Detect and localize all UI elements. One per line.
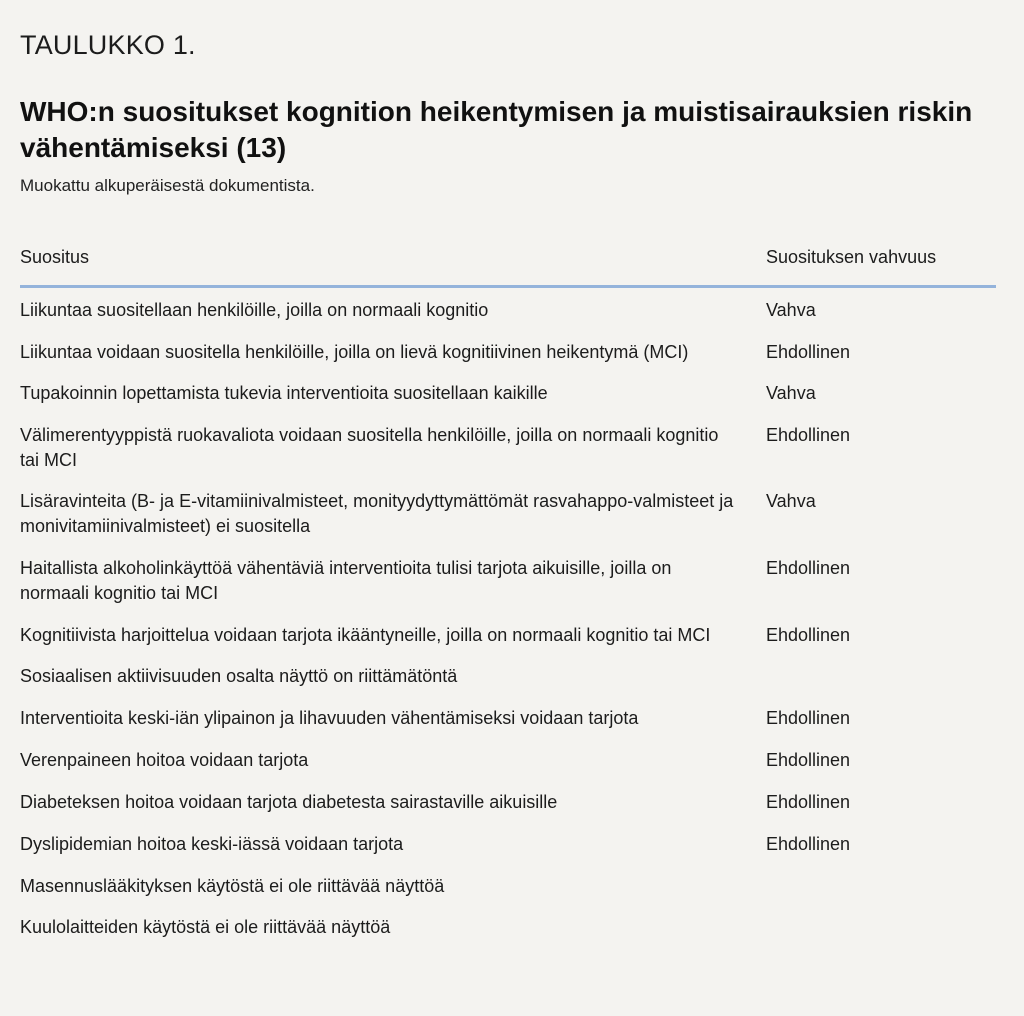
- row-strength: Ehdollinen: [766, 834, 851, 854]
- row-strength: Ehdollinen: [766, 625, 851, 645]
- row-recommendation: Tupakoinnin lopettamista tukevia interventioita suositellaan kaikille: [20, 383, 548, 403]
- table-row: [20, 423, 996, 473]
- row-recommendation: Kuulolaitteiden käytöstä ei ole riittävää näyttöä: [20, 917, 391, 937]
- row-recommendation: Liikuntaa suositellaan henkilöille, joilla on normaali kognitio: [20, 300, 489, 320]
- row-recommendation: Interventioita keski-iän ylipainon ja lihavuuden vähentämiseksi voidaan tarjota: [20, 708, 639, 728]
- table-title-text: WHO:n suositukset kognition heikentymisen ja muistisairauksien riskin vähentämiseksi (13): [20, 96, 973, 163]
- table-row: [20, 915, 996, 940]
- table-row: [20, 706, 996, 731]
- row-strength: Ehdollinen: [766, 708, 851, 728]
- row-strength: Ehdollinen: [766, 425, 851, 445]
- table-row: [20, 790, 996, 815]
- table-body: [20, 298, 996, 940]
- row-strength: Ehdollinen: [766, 342, 851, 362]
- table-row: [20, 748, 996, 773]
- table-row: [20, 832, 996, 857]
- row-strength: Ehdollinen: [766, 792, 851, 812]
- table-row: [20, 623, 996, 648]
- row-recommendation: Diabeteksen hoitoa voidaan tarjota diabetesta sairastaville aikuisille: [20, 792, 558, 812]
- row-strength: Vahva: [766, 300, 816, 320]
- row-strength: Ehdollinen: [766, 558, 851, 578]
- table-header-row: [20, 247, 996, 288]
- table-row: [20, 298, 996, 323]
- header-recommendation: Suositus: [20, 247, 90, 267]
- table-label: TAULUKKO 1.: [20, 30, 196, 60]
- row-strength: Vahva: [766, 491, 816, 511]
- table-row: [20, 874, 996, 899]
- row-recommendation: Liikuntaa voidaan suositella henkilöille, joilla on lievä kognitiivinen heikentymä (MCI): [20, 342, 689, 362]
- table-title: [20, 94, 980, 166]
- row-recommendation: Lisäravinteita (B- ja E-vitamiinivalmisteet, monityydyttymättömät rasvahappo-valmisteet ja monivitamiinivalmisteet) ei suositella: [20, 491, 734, 536]
- table-row: [20, 381, 996, 406]
- row-recommendation: Haitallista alkoholinkäyttöä vähentäviä interventioita tulisi tarjota aikuisille, joilla on normaali kognitio tai MCI: [20, 558, 672, 603]
- table-row: [20, 664, 996, 689]
- row-recommendation: Kognitiivista harjoittelua voidaan tarjota ikääntyneille, joilla on normaali kognitio tai MCI: [20, 625, 711, 645]
- header-strength: Suosituksen vahvuus: [766, 247, 937, 267]
- table-row: [20, 556, 996, 606]
- table-row: [20, 489, 996, 539]
- row-strength: Ehdollinen: [766, 750, 851, 770]
- row-recommendation: Sosiaalisen aktiivisuuden osalta näyttö on riittämätöntä: [20, 666, 458, 686]
- table-subtitle: Muokattu alkuperäisestä dokumentista.: [20, 176, 315, 195]
- row-recommendation: Masennuslääkityksen käytöstä ei ole riittävää näyttöä: [20, 876, 445, 896]
- row-recommendation: Dyslipidemian hoitoa keski-iässä voidaan tarjota: [20, 834, 404, 854]
- table-row: [20, 340, 996, 365]
- row-recommendation: Välimerentyyppistä ruokavaliota voidaan suositella henkilöille, joilla on normaali kognitio tai MCI: [20, 425, 719, 470]
- row-strength: Vahva: [766, 383, 816, 403]
- row-recommendation: Verenpaineen hoitoa voidaan tarjota: [20, 750, 309, 770]
